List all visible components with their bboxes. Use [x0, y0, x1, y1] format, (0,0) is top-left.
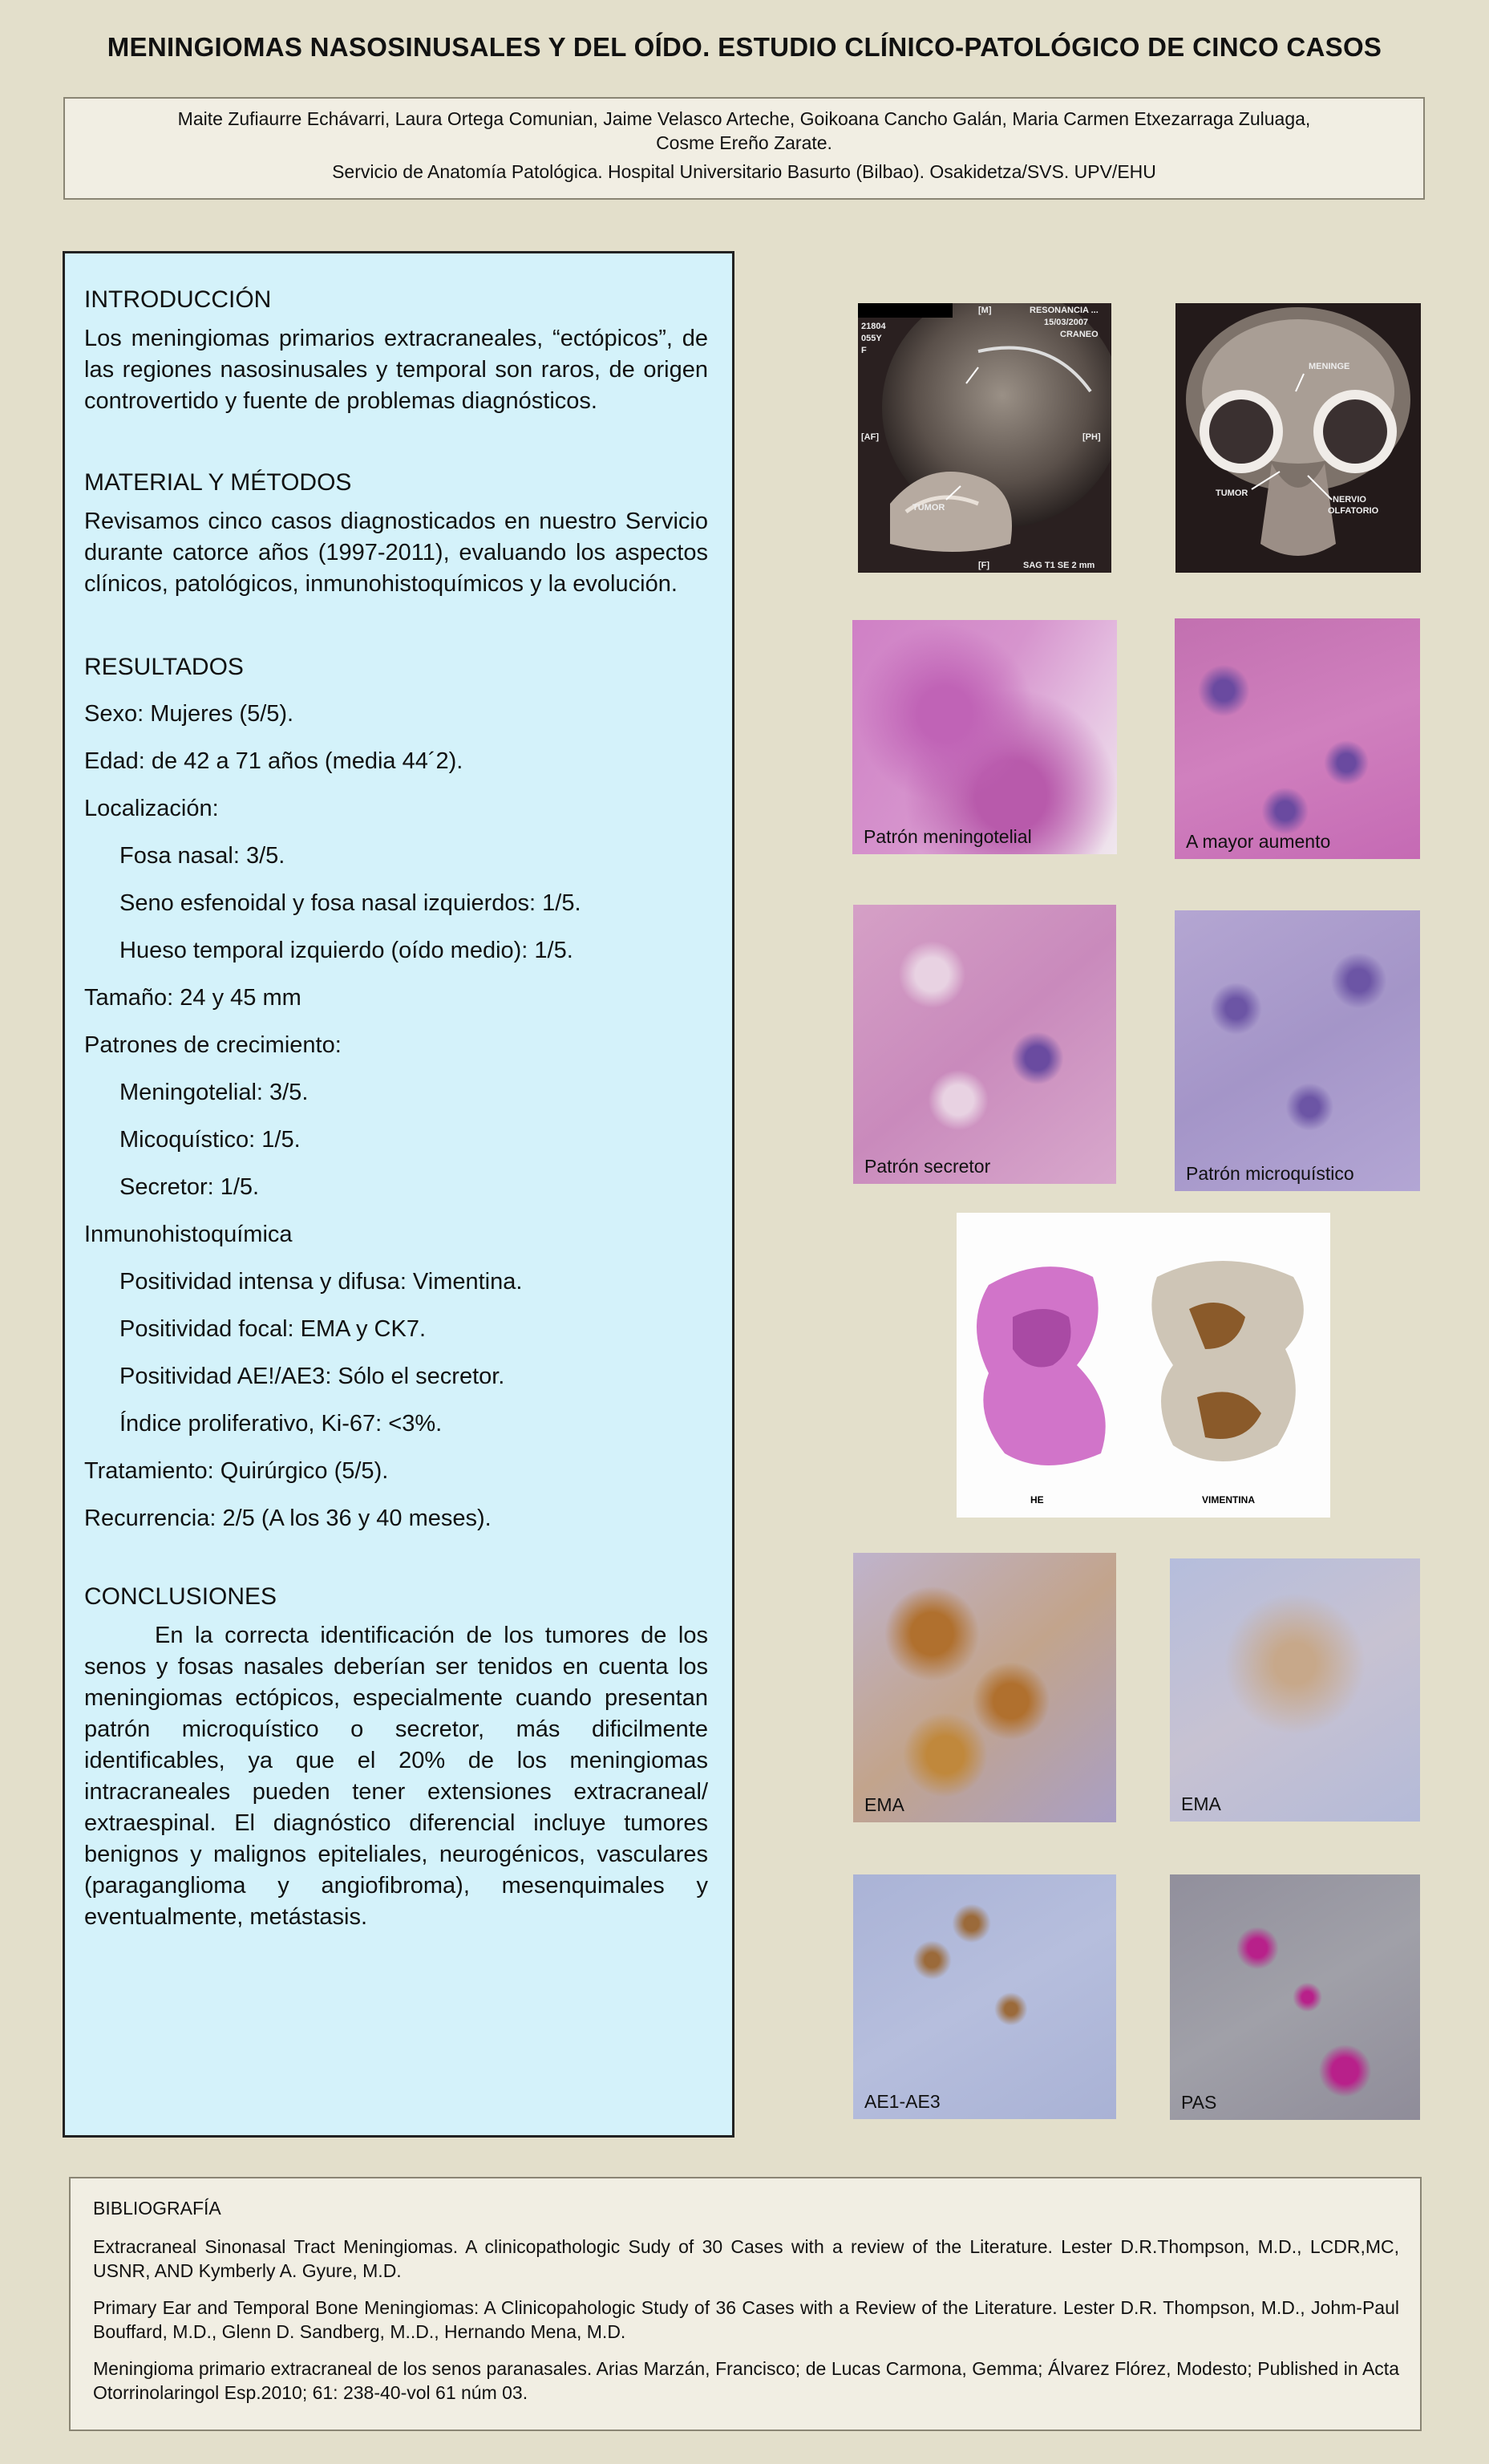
histology-meningotelial-image — [852, 620, 1117, 854]
mri-sagittal-graphic — [858, 303, 1111, 573]
histology-secretory-image — [853, 905, 1116, 1184]
result-pattern-item: Micoquístico: 1/5. — [119, 1127, 301, 1153]
caption-ema-1: EMA — [864, 1794, 904, 1815]
caption-ema-2: EMA — [1181, 1793, 1221, 1814]
mri-header-label: RESONANCIA ... — [1030, 306, 1099, 315]
mri-m-label: [M] — [978, 306, 992, 315]
caption-vimentina: VIMENTINA — [1202, 1494, 1255, 1506]
pas-image — [1170, 1874, 1420, 2120]
mri-af-label: [AF] — [861, 432, 879, 442]
ihq-ae1ae3-image — [853, 1874, 1116, 2119]
ihq-ema-image-1 — [853, 1553, 1116, 1822]
result-patterns-heading: Patrones de crecimiento: — [84, 1032, 342, 1058]
bibliography-heading: BIBLIOGRAFÍA — [93, 2198, 221, 2219]
text-panel — [63, 251, 734, 2138]
intro-heading: INTRODUCCIÓN — [84, 286, 272, 313]
results-heading: RESULTADOS — [84, 654, 244, 680]
histology-high-power-image — [1175, 618, 1420, 859]
caption-secretor: Patrón secretor — [864, 1156, 991, 1177]
result-sex: Sexo: Mujeres (5/5). — [84, 701, 294, 727]
mri-coronal-graphic — [1175, 303, 1421, 573]
bibliography-ref: Extracraneal Sinonasal Tract Meningiomas. A clinicopathologic Sudy of 30 Cases with a review of the Literature. Lester D.R.Thompson, M.D., LCDR,MC, USNR, AND Kymberly A. Gyure, M.D. — [93, 2236, 1399, 2281]
mri2-olfatorio-label: OLFATORIO — [1328, 506, 1379, 516]
bibliography-ref: Meningioma primario extracraneal de los senos paranasales. Arias Marzán, Francisco; de Lucas Carmona, Gemma; Álvarez Flórez, Modesto; Published in Acta Otorrinolaringol Esp.2010; 61: 238-40-vol 61 núm 03. — [93, 2358, 1399, 2403]
methods-text: Revisamos cinco casos diagnosticados en nuestro Servicio durante catorce años (1997-2011), evaluando los aspectos clínicos, patológicos, inmunohistoquímicos y la evolución. — [84, 509, 708, 597]
result-pattern-item: Meningotelial: 3/5. — [119, 1080, 309, 1105]
result-age: Edad: de 42 a 71 años (media 44´2). — [84, 748, 463, 774]
poster-title: MENINGIOMAS NASOSINUSALES Y DEL OÍDO. ESTUDIO CLÍNICO-PATOLÓGICO DE CINCO CASOS — [107, 32, 1382, 62]
mri-id-label: 21804 — [861, 322, 886, 331]
caption-he: HE — [1030, 1494, 1044, 1506]
result-recurrence: Recurrencia: 2/5 (A los 36 y 40 meses). — [84, 1506, 492, 1531]
bibliography-box — [69, 2177, 1422, 2431]
authors-line-1: Maite Zufiaurre Echávarri, Laura Ortega Comunian, Jaime Velasco Arteche, Goikoana Cancho Galán, Maria Carmen Etxezarraga Zuluaga, — [177, 108, 1311, 129]
result-ihq-item: Positividad focal: EMA y CK7. — [119, 1316, 426, 1342]
result-size: Tamaño: 24 y 45 mm — [84, 985, 301, 1011]
mri-tumor-label: TUMOR — [912, 503, 945, 513]
caption-mayor-aumento: A mayor aumento — [1186, 831, 1331, 852]
result-pattern-item: Secretor: 1/5. — [119, 1174, 260, 1200]
ihq-ema-image-2 — [1170, 1558, 1420, 1822]
result-ihq-item: Positividad AE!/AE3: Sólo el secretor. — [119, 1364, 505, 1389]
mri-coronal-image — [1175, 303, 1421, 573]
authors-box — [63, 97, 1425, 200]
bibliography-ref: Primary Ear and Temporal Bone Meningiomas: A Clinicopahologic Study of 36 Cases with a Review of the Literature. Lester D.R. Thompson, M.D., Johm-Paul Bouffard, M.D., Glenn D. Sandberg, M..D., Hernando Mena, M.D. — [93, 2297, 1399, 2342]
he-vimentina-graphic — [957, 1213, 1330, 1518]
mri2-nervio-label: NERVIO — [1333, 495, 1366, 505]
mri-sagittal-image — [858, 303, 1111, 573]
result-location-item: Fosa nasal: 3/5. — [119, 843, 285, 869]
caption-microquistico: Patrón microquístico — [1186, 1163, 1354, 1184]
mri-sex-label: F — [861, 346, 867, 355]
mri2-tumor-label: TUMOR — [1216, 488, 1248, 498]
methods-heading: MATERIAL Y MÉTODOS — [84, 469, 352, 496]
conclusions-heading: CONCLUSIONES — [84, 1583, 277, 1610]
histology-microcystic-image — [1175, 910, 1420, 1191]
mri-age-label: 055Y — [861, 334, 882, 343]
caption-ae1-ae3: AE1-AE3 — [864, 2091, 941, 2112]
result-location-item: Seno esfenoidal y fosa nasal izquierdos: 1/5. — [119, 890, 581, 916]
result-ihq-item: Índice proliferativo, Ki-67: <3%. — [119, 1411, 443, 1437]
mri-ph-label: [PH] — [1082, 432, 1101, 442]
result-ihq-item: Positividad intensa y difusa: Vimentina. — [119, 1269, 523, 1295]
authors-line-2: Cosme Ereño Zarate. — [656, 132, 832, 153]
mri-f-label: [F] — [978, 561, 990, 570]
result-location-heading: Localización: — [84, 796, 219, 821]
mri-footer-label: SAG T1 SE 2 mm — [1023, 561, 1095, 570]
result-location-item: Hueso temporal izquierdo (oído medio): 1/5. — [119, 938, 573, 963]
institution: Servicio de Anatomía Patológica. Hospital Universitario Basurto (Bilbao). Osakidetza/SVS. UPV/EHU — [332, 161, 1156, 182]
he-vimentina-image — [957, 1213, 1330, 1518]
caption-meningotelial: Patrón meningotelial — [864, 826, 1032, 847]
mri-region-label: CRANEO — [1060, 330, 1099, 339]
conclusions-text: En la correcta identificación de los tumores de los senos y fosas nasales deberían ser tenidos en cuenta los meningiomas ectópicos, especialmente cuando presentan patrón microquístico o secretor, más dificilmente identificables, ya que el 20% de los meningiomas intracraneales pueden tener extensiones extracraneal/ extraespinal. El diagnóstico diferencial incluye tumores benignos y malignos epiteliales, neurogénicos, vasculares (paraganglioma y angiofibroma), mesenquimales y eventualmente, metástasis. — [84, 1623, 708, 1930]
caption-pas: PAS — [1181, 2092, 1217, 2113]
mri2-meninge-label: MENINGE — [1309, 362, 1350, 371]
intro-text: Los meningiomas primarios extracraneales, “ectópicos”, de las regiones nasosinusales y temporal son raros, de origen controvertido y fuente de problemas diagnósticos. — [84, 326, 708, 414]
result-ihq-heading: Inmunohistoquímica — [84, 1222, 293, 1247]
result-treatment: Tratamiento: Quirúrgico (5/5). — [84, 1458, 389, 1484]
mri-date-label: 15/03/2007 — [1044, 318, 1089, 327]
